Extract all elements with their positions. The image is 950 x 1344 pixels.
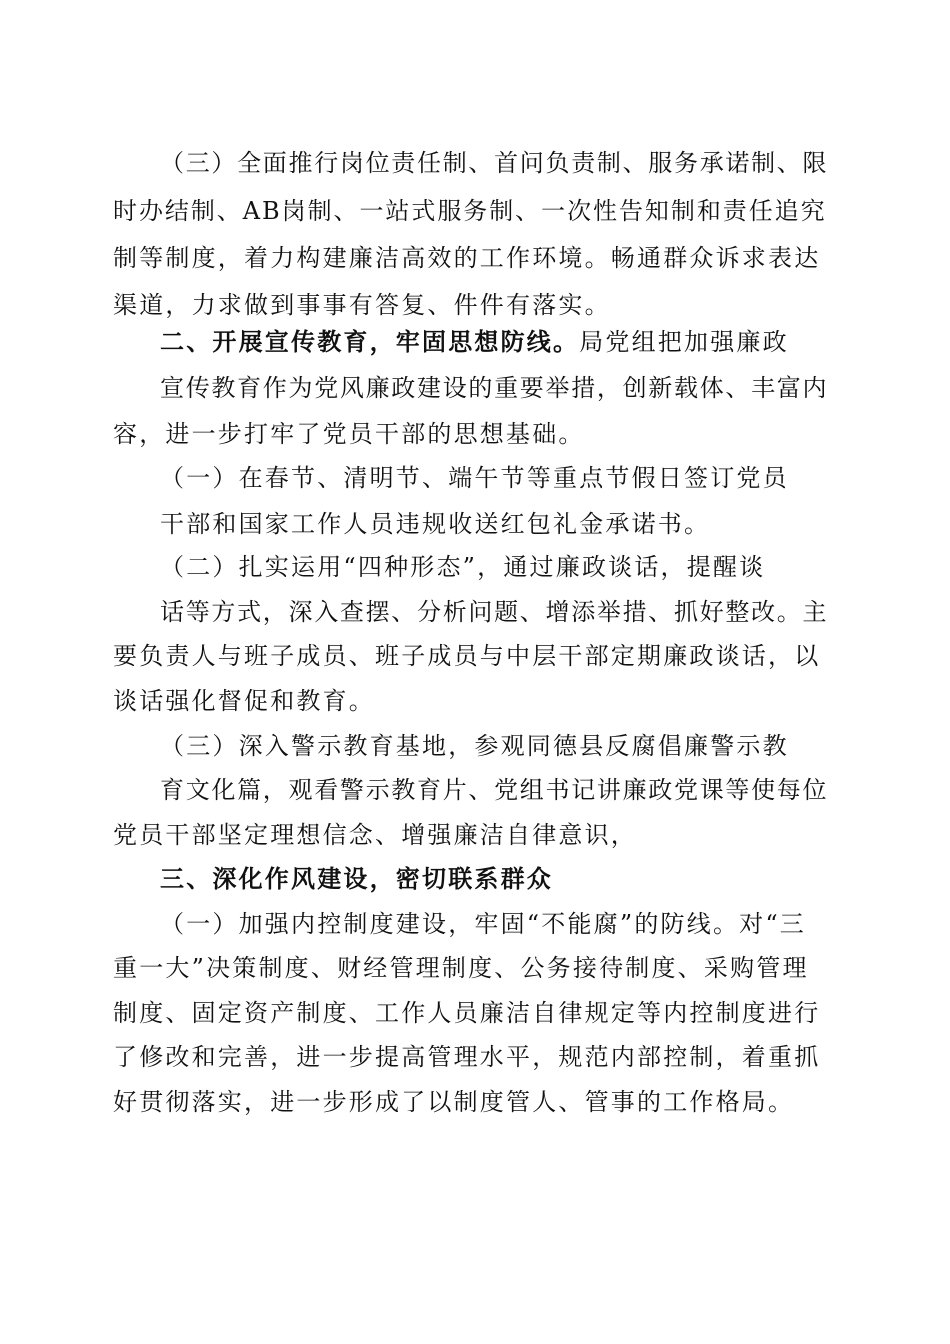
paragraph-line: 干部和国家工作人员违规收送红包礼金承诺书。 [160, 510, 711, 538]
section-heading: 三、深化作风建设，密切联系群众 [160, 864, 553, 893]
paragraph-line: （一）加强内控制度建设，牢固“不能腐”的防线。对“三 [160, 910, 807, 938]
paragraph-line: 话等方式，深入查摆、分析问题、增添举措、抓好整改。主 [160, 598, 829, 626]
paragraph-line: 宣传教育作为党风廉政建设的重要举措，创新载体、丰富内 [160, 374, 829, 402]
paragraph-line: 党员干部坚定理想信念、增强廉洁自律意识， [113, 821, 637, 849]
section-heading-line [160, 864, 553, 894]
paragraph-line: （一）在春节、清明节、端午节等重点节假日签订党员 [160, 464, 789, 492]
paragraph-line: 时办结制、AB岗制、一站式服务制、一次性告知制和责任追究 [113, 197, 827, 225]
paragraph-line: 制度、固定资产制度、工作人员廉洁自律规定等内控制度进行 [113, 999, 821, 1027]
paragraph-line: 好贯彻落实，进一步形成了以制度管人、管事的工作格局。 [113, 1088, 795, 1116]
paragraph-line: （三）深入警示教育基地，参观同德县反腐倡廉警示教 [160, 732, 789, 760]
paragraph-line: 重一大”决策制度、财经管理制度、公务接待制度、采购管理 [113, 954, 809, 982]
paragraph-line: 了修改和完善，进一步提高管理水平，规范内部控制，着重抓 [113, 1043, 821, 1071]
paragraph-line: 制等制度，着力构建廉洁高效的工作环境。畅通群众诉求表达 [113, 244, 821, 272]
paragraph-line: （三）全面推行岗位责任制、首问负责制、服务承诺制、限 [160, 149, 829, 177]
paragraph-line: （二）扎实运用“四种形态”，通过廉政谈话，提醒谈 [160, 553, 766, 581]
paragraph-line: 育文化篇，观看警示教育片、党组书记讲廉政党课等使每位 [160, 776, 829, 804]
paragraph-line: 渠道，力求做到事事有答复、件件有落实。 [113, 291, 611, 319]
paragraph-line: 要负责人与班子成员、班子成员与中层干部定期廉政谈话，以 [113, 642, 821, 670]
paragraph-line: 容，进一步打牢了党员干部的思想基础。 [113, 420, 585, 448]
section-heading: 二、开展宣传教育，牢固思想防线。 [160, 327, 580, 356]
paragraph-line: 谈话强化督促和教育。 [113, 687, 375, 715]
section-heading-line: 二、开展宣传教育，牢固思想防线。局党组把加强廉政 [160, 327, 789, 356]
